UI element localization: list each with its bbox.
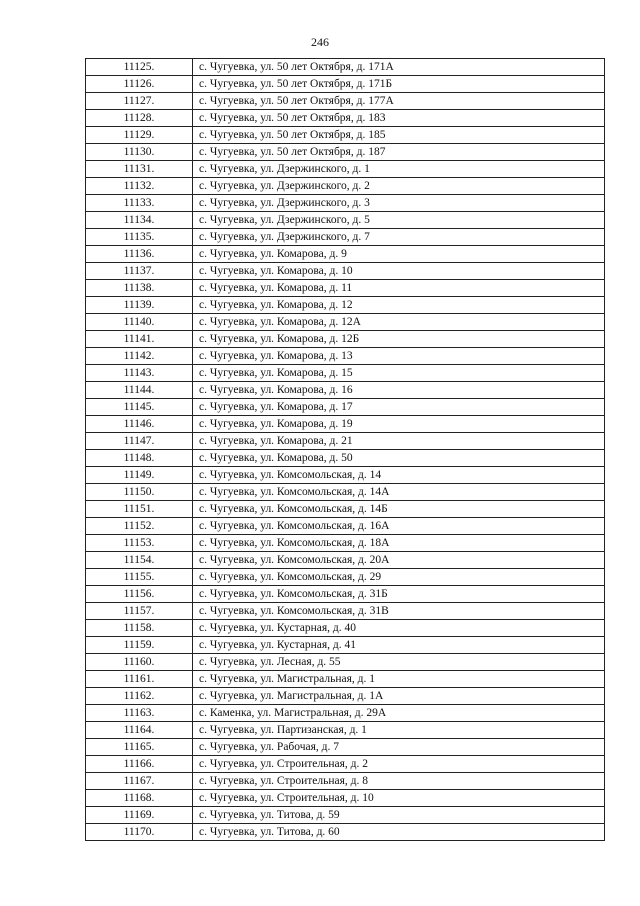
address-cell: с. Чугуевка, ул. Комсомольская, д. 18А — [193, 535, 605, 552]
address-cell: с. Чугуевка, ул. 50 лет Октября, д. 187 — [193, 144, 605, 161]
address-cell: с. Чугуевка, ул. Кустарная, д. 40 — [193, 620, 605, 637]
table-row — [86, 76, 605, 93]
address-cell: с. Чугуевка, ул. Рабочая, д. 7 — [193, 739, 605, 756]
table-row — [86, 722, 605, 739]
row-number-cell: 11167. — [86, 773, 193, 790]
table-row — [86, 161, 605, 178]
address-cell: с. Чугуевка, ул. Комсомольская, д. 29 — [193, 569, 605, 586]
row-number-cell: 11133. — [86, 195, 193, 212]
table-row — [86, 212, 605, 229]
table-row — [86, 416, 605, 433]
address-cell: с. Чугуевка, ул. Дзержинского, д. 7 — [193, 229, 605, 246]
table-row — [86, 263, 605, 280]
table-row — [86, 620, 605, 637]
row-number-cell: 11169. — [86, 807, 193, 824]
address-cell: с. Чугуевка, ул. Титова, д. 59 — [193, 807, 605, 824]
table-row — [86, 824, 605, 841]
table-row — [86, 178, 605, 195]
row-number-cell: 11139. — [86, 297, 193, 314]
address-cell: с. Чугуевка, ул. Дзержинского, д. 1 — [193, 161, 605, 178]
address-cell: с. Чугуевка, ул. Комарова, д. 10 — [193, 263, 605, 280]
table-body — [86, 59, 605, 841]
table-row — [86, 569, 605, 586]
address-cell: с. Чугуевка, ул. Комсомольская, д. 14А — [193, 484, 605, 501]
row-number-cell: 11150. — [86, 484, 193, 501]
address-cell: с. Чугуевка, ул. Партизанская, д. 1 — [193, 722, 605, 739]
address-cell: с. Чугуевка, ул. Кустарная, д. 41 — [193, 637, 605, 654]
table-row — [86, 59, 605, 76]
address-cell: с. Чугуевка, ул. Лесная, д. 55 — [193, 654, 605, 671]
table-row — [86, 756, 605, 773]
address-cell: с. Чугуевка, ул. Комсомольская, д. 14Б — [193, 501, 605, 518]
table-row — [86, 195, 605, 212]
address-cell: с. Чугуевка, ул. 50 лет Октября, д. 185 — [193, 127, 605, 144]
address-cell: с. Чугуевка, ул. Строительная, д. 8 — [193, 773, 605, 790]
address-cell: с. Чугуевка, ул. Магистральная, д. 1 — [193, 671, 605, 688]
table-row — [86, 688, 605, 705]
table-row — [86, 229, 605, 246]
address-cell: с. Чугуевка, ул. Комсомольская, д. 16А — [193, 518, 605, 535]
address-cell: с. Чугуевка, ул. Комарова, д. 19 — [193, 416, 605, 433]
row-number-cell: 11164. — [86, 722, 193, 739]
table-row — [86, 467, 605, 484]
table-row — [86, 552, 605, 569]
table-row — [86, 93, 605, 110]
row-number-cell: 11145. — [86, 399, 193, 416]
address-cell: с. Чугуевка, ул. 50 лет Октября, д. 183 — [193, 110, 605, 127]
row-number-cell: 11160. — [86, 654, 193, 671]
table-row — [86, 518, 605, 535]
table-row — [86, 280, 605, 297]
table-row — [86, 382, 605, 399]
row-number-cell: 11162. — [86, 688, 193, 705]
page-number: 246 — [311, 35, 329, 49]
row-number-cell: 11149. — [86, 467, 193, 484]
row-number-cell: 11143. — [86, 365, 193, 382]
address-cell: с. Чугуевка, ул. 50 лет Октября, д. 171А — [193, 59, 605, 76]
address-cell: с. Чугуевка, ул. Комарова, д. 50 — [193, 450, 605, 467]
table-row — [86, 671, 605, 688]
table-row — [86, 654, 605, 671]
row-number-cell: 11146. — [86, 416, 193, 433]
address-cell: с. Чугуевка, ул. Комарова, д. 12Б — [193, 331, 605, 348]
table-row — [86, 535, 605, 552]
address-cell: с. Чугуевка, ул. Комсомольская, д. 14 — [193, 467, 605, 484]
table-row — [86, 450, 605, 467]
row-number-cell: 11159. — [86, 637, 193, 654]
row-number-cell: 11142. — [86, 348, 193, 365]
row-number-cell: 11131. — [86, 161, 193, 178]
row-number-cell: 11136. — [86, 246, 193, 263]
table-row — [86, 127, 605, 144]
table-row — [86, 314, 605, 331]
table-row — [86, 365, 605, 382]
row-number-cell: 11125. — [86, 59, 193, 76]
table-row — [86, 807, 605, 824]
row-number-cell: 11147. — [86, 433, 193, 450]
table-row — [86, 331, 605, 348]
row-number-cell: 11158. — [86, 620, 193, 637]
row-number-cell: 11140. — [86, 314, 193, 331]
table-row — [86, 144, 605, 161]
address-cell: с. Чугуевка, ул. 50 лет Октября, д. 171Б — [193, 76, 605, 93]
address-cell: с. Чугуевка, ул. Комарова, д. 17 — [193, 399, 605, 416]
address-cell: с. Чугуевка, ул. Комарова, д. 13 — [193, 348, 605, 365]
address-cell: с. Чугуевка, ул. 50 лет Октября, д. 177А — [193, 93, 605, 110]
table-row — [86, 297, 605, 314]
table-row — [86, 705, 605, 722]
row-number-cell: 11127. — [86, 93, 193, 110]
row-number-cell: 11144. — [86, 382, 193, 399]
address-cell: с. Чугуевка, ул. Комарова, д. 15 — [193, 365, 605, 382]
address-cell: с. Чугуевка, ул. Дзержинского, д. 2 — [193, 178, 605, 195]
address-cell: с. Чугуевка, ул. Комарова, д. 21 — [193, 433, 605, 450]
table-row — [86, 399, 605, 416]
address-cell: с. Чугуевка, ул. Дзержинского, д. 3 — [193, 195, 605, 212]
row-number-cell: 11128. — [86, 110, 193, 127]
row-number-cell: 11154. — [86, 552, 193, 569]
address-cell: с. Чугуевка, ул. Комсомольская, д. 31Б — [193, 586, 605, 603]
row-number-cell: 11137. — [86, 263, 193, 280]
table-row — [86, 773, 605, 790]
table-row — [86, 348, 605, 365]
row-number-cell: 11152. — [86, 518, 193, 535]
address-table — [85, 58, 605, 841]
address-cell: с. Чугуевка, ул. Комарова, д. 12А — [193, 314, 605, 331]
address-cell: с. Чугуевка, ул. Комсомольская, д. 31В — [193, 603, 605, 620]
address-cell: с. Чугуевка, ул. Строительная, д. 2 — [193, 756, 605, 773]
table-row — [86, 790, 605, 807]
row-number-cell: 11168. — [86, 790, 193, 807]
row-number-cell: 11141. — [86, 331, 193, 348]
row-number-cell: 11134. — [86, 212, 193, 229]
address-cell: с. Чугуевка, ул. Титова, д. 60 — [193, 824, 605, 841]
address-cell: с. Чугуевка, ул. Комарова, д. 11 — [193, 280, 605, 297]
row-number-cell: 11155. — [86, 569, 193, 586]
table-row — [86, 501, 605, 518]
address-cell: с. Чугуевка, ул. Комарова, д. 12 — [193, 297, 605, 314]
table-row — [86, 110, 605, 127]
row-number-cell: 11126. — [86, 76, 193, 93]
table-row — [86, 484, 605, 501]
address-cell: с. Чугуевка, ул. Строительная, д. 10 — [193, 790, 605, 807]
row-number-cell: 11156. — [86, 586, 193, 603]
table-row — [86, 603, 605, 620]
address-cell: с. Чугуевка, ул. Дзержинского, д. 5 — [193, 212, 605, 229]
row-number-cell: 11135. — [86, 229, 193, 246]
row-number-cell: 11148. — [86, 450, 193, 467]
row-number-cell: 11129. — [86, 127, 193, 144]
row-number-cell: 11151. — [86, 501, 193, 518]
address-cell: с. Чугуевка, ул. Комарова, д. 9 — [193, 246, 605, 263]
row-number-cell: 11166. — [86, 756, 193, 773]
row-number-cell: 11130. — [86, 144, 193, 161]
table-row — [86, 586, 605, 603]
table-row — [86, 637, 605, 654]
row-number-cell: 11163. — [86, 705, 193, 722]
row-number-cell: 11153. — [86, 535, 193, 552]
address-cell: с. Чугуевка, ул. Магистральная, д. 1А — [193, 688, 605, 705]
table-row — [86, 739, 605, 756]
row-number-cell: 11161. — [86, 671, 193, 688]
table-row — [86, 433, 605, 450]
row-number-cell: 11157. — [86, 603, 193, 620]
table-row — [86, 246, 605, 263]
row-number-cell: 11138. — [86, 280, 193, 297]
address-cell: с. Чугуевка, ул. Комсомольская, д. 20А — [193, 552, 605, 569]
address-cell: с. Чугуевка, ул. Комарова, д. 16 — [193, 382, 605, 399]
row-number-cell: 11170. — [86, 824, 193, 841]
row-number-cell: 11132. — [86, 178, 193, 195]
row-number-cell: 11165. — [86, 739, 193, 756]
address-cell: с. Каменка, ул. Магистральная, д. 29А — [193, 705, 605, 722]
